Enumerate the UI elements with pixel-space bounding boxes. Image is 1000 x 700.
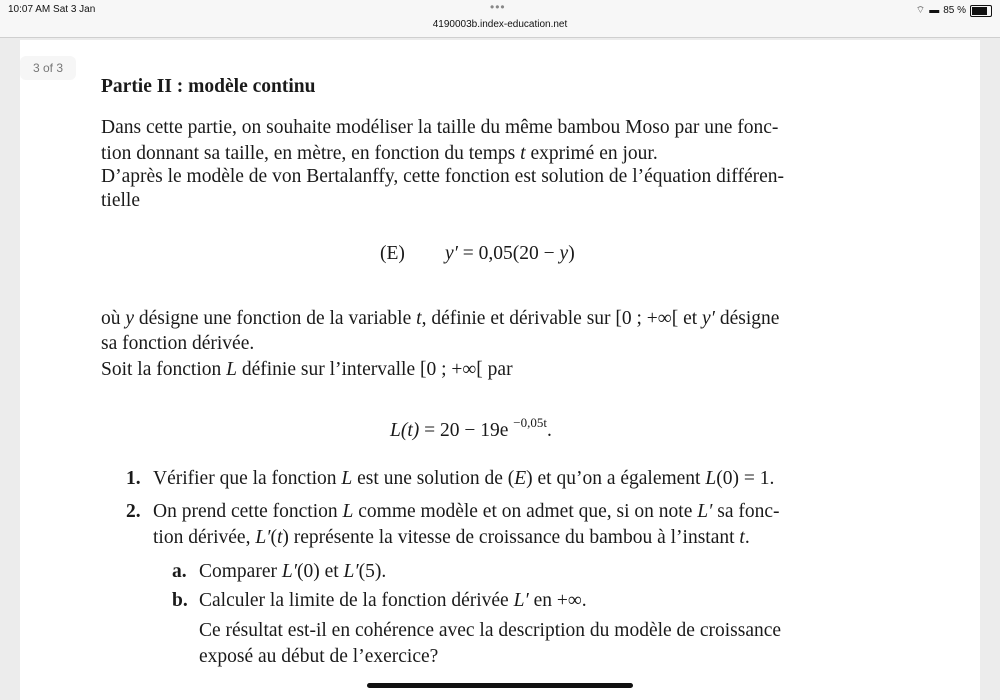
text: ( [270,527,277,548]
question-1 [153,467,774,491]
math-var: L [226,359,237,380]
text: , définie et dérivable sur [0 ; +∞[ et [421,308,703,329]
status-time: 10:07 AM Sat 3 Jan [8,4,96,15]
math-var: L [341,468,353,489]
text: tion donnant sa taille, en mètre, en fonction du temps [101,143,521,164]
math-var: y′ [702,308,715,329]
math-var: L′ [281,561,297,582]
question-number: 1. [126,468,141,489]
math-var: y′ [445,243,458,264]
math-var: L′ [255,527,271,548]
text: (5). [358,561,387,582]
text: désigne [714,308,780,329]
text-line: tielle [101,190,140,211]
text-line [101,358,513,382]
lock-rotation-icon: ▬ [929,5,940,16]
text: en +∞. [528,590,587,611]
text: est une solution de ( [352,468,515,489]
multitasking-dots-icon[interactable]: ••• [490,0,506,14]
text: Calculer la limite de la fonction dérivée [199,590,514,611]
text: où [101,308,126,329]
math-var: y [125,308,135,329]
text-line: Dans cette partie, on souhaite modéliser la taille du même bambou Moso par une fonc- [101,117,779,138]
math-var: L(t) [390,420,420,441]
page-indicator: 3 of 3 [20,56,76,80]
math-var: E [514,468,527,489]
math-var: L [705,468,717,489]
math-var: L′ [343,561,359,582]
text: tion dérivée, [153,527,256,548]
question-2b [199,589,587,613]
math-var: L′ [697,501,713,522]
text: sa fonc- [712,501,780,522]
text: ) [568,243,575,264]
text: = 0,05(20 − [457,243,560,264]
text: . [546,420,552,441]
subquestion-letter: a. [172,561,187,582]
section-title: Partie II : modèle continu [101,76,316,97]
battery-icon [970,5,992,17]
wifi-icon: ⌔ [915,5,926,16]
text: ) et qu’on a également [526,468,706,489]
text-line [101,142,658,166]
math-var: t [416,308,422,329]
question-2a [199,560,386,584]
text: On prend cette fonction [153,501,343,522]
status-bar [0,0,1000,38]
address-bar[interactable]: 4190003b.index-education.net [432,19,568,30]
question-number: 2. [126,501,141,522]
text: (0) = 1. [716,468,775,489]
text: Comparer [199,561,282,582]
text-line: exposé au début de l’exercice? [199,646,439,667]
text: Soit la fonction [101,359,227,380]
math-var: t [739,527,745,548]
function-definition [390,411,552,443]
equation-label: (E) [380,243,405,264]
text: . [744,527,750,548]
text: comme modèle et on admet que, si on note [353,501,698,522]
differential-equation [445,242,575,266]
math-var: L [342,501,354,522]
math-var: y [559,243,569,264]
text: ) représente la vitesse de croissance du bambou à l’instant [282,527,740,548]
text: désigne une fonction de la variable [134,308,417,329]
text-line: sa fonction dérivée. [101,333,255,354]
text: (0) et [296,561,344,582]
status-indicators [916,4,992,17]
math-var: t [520,143,526,164]
battery-percent: 85 % [943,5,966,16]
math-var: t [276,527,283,548]
home-indicator[interactable] [367,683,633,688]
text-line [101,307,779,331]
text-line: Ce résultat est-il en cohérence avec la description du modèle de croissance [199,620,782,641]
math-var: L′ [513,590,529,611]
text-line: D’après le modèle de von Bertalanffy, cette fonction est solution de l’équation différen- [101,166,784,187]
text: Vérifier que la fonction [153,468,342,489]
question-2 [153,500,780,524]
subquestion-letter: b. [172,590,188,611]
text: définie sur l’intervalle [0 ; +∞[ par [236,359,513,380]
exponent: −0,05t [513,415,547,430]
question-2-cont [153,526,750,550]
text: exprimé en jour. [525,143,658,164]
text: = 20 − 19e [419,420,514,441]
